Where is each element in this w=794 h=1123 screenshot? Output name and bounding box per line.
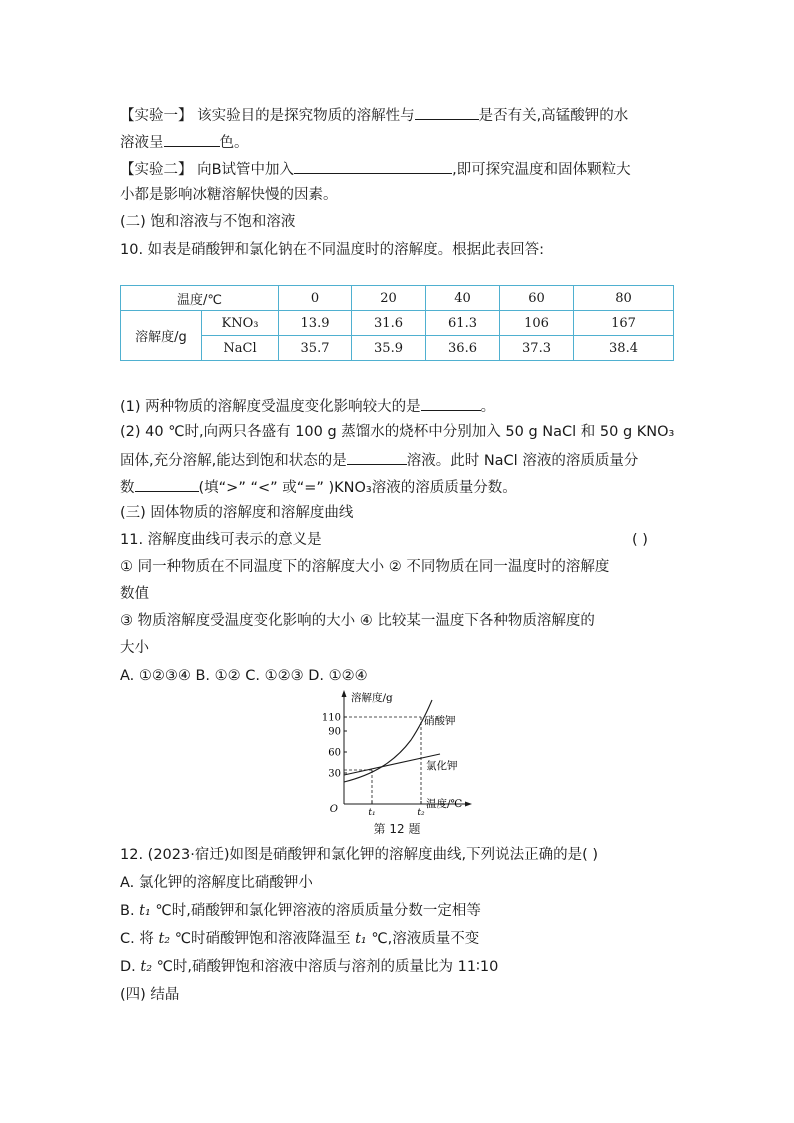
q11-stem: 11. 溶解度曲线可表示的意义是 <box>120 532 322 548</box>
series-label-kno3: 硝酸钾 <box>424 715 456 727</box>
table-header-row <box>121 286 674 311</box>
exp2-line1: 【实验二】 向B试管中加入 ,即可探究温度和固体颗粒大 <box>120 158 631 180</box>
solubility-label: 溶解度/g <box>121 311 202 361</box>
exp1-line2: 溶液呈 色。 <box>120 131 249 153</box>
figure-caption: 第 12 题 <box>373 822 421 836</box>
q10-stem: 10. 如表是硝酸钾和氯化钠在不同温度时的溶解度。根据此表回答: <box>120 242 545 258</box>
temp-cell: 20 <box>352 286 426 311</box>
y-tick-label: 60 <box>328 747 341 759</box>
table-cell: 35.9 <box>352 336 426 361</box>
substance-name: NaCl <box>202 336 279 361</box>
table-cell: 13.9 <box>279 311 352 336</box>
q10-part2-line1: (2) 40 ℃时,向两只各盛有 100 g 蒸馏水的烧杯中分别加入 50 g NaCl 和 50 g KNO₃ <box>120 424 675 440</box>
series-label-kcl: 氯化钾 <box>426 760 458 772</box>
solubility-curve-chart <box>316 688 476 818</box>
y-axis-label: 溶解度/g <box>351 692 393 704</box>
table-cell: 35.7 <box>279 336 352 361</box>
temp-cell: 0 <box>279 286 352 311</box>
table-cell: 37.3 <box>500 336 574 361</box>
substance-name: KNO₃ <box>202 311 279 336</box>
section-3-heading: (三) 固体物质的溶解度和溶解度曲线 <box>120 505 354 521</box>
y-tick-label: 90 <box>328 726 341 738</box>
q11-choices: A. ①②③④ B. ①② C. ①②③ D. ①②④ <box>120 668 368 684</box>
exp1-blank1[interactable] <box>415 104 479 120</box>
table-cell: 106 <box>500 311 574 336</box>
q12-option-b[interactable]: B. t₁ ℃时,硝酸钾和氯化钾溶液的溶质质量分数一定相等 <box>120 903 481 919</box>
x-tick-label: t₁ <box>368 808 376 818</box>
x-tick-label: t₂ <box>417 808 425 818</box>
q12-option-a[interactable]: A. 氯化钾的溶解度比硝酸钾小 <box>120 875 313 891</box>
x-axis-label: 温度/℃ <box>426 798 463 810</box>
q11-option-line1: ① 同一种物质在不同温度下的溶解度大小 ② 不同物质在同一温度时的溶解度 <box>120 559 610 575</box>
section-4-heading: (四) 结晶 <box>120 987 180 1003</box>
solubility-table <box>120 285 674 361</box>
q11-option-line1-cont: 数值 <box>120 586 149 602</box>
q10-blank3[interactable] <box>135 476 199 492</box>
exp1-line1: 【实验一】 该实验目的是探究物质的溶解性与 是否有关,高锰酸钾的水 <box>120 104 628 126</box>
temp-cell: 60 <box>500 286 574 311</box>
y-tick-label: 30 <box>328 768 341 780</box>
table-cell: 38.4 <box>574 336 674 361</box>
q12-option-d[interactable]: D. t₂ ℃时,硝酸钾饱和溶液中溶质与溶剂的质量比为 11∶10 <box>120 959 499 975</box>
exp1-tag: 【实验一】 <box>120 108 193 124</box>
table-cell: 31.6 <box>352 311 426 336</box>
q12-stem: 12. (2023·宿迁)如图是硝酸钾和氯化钾的溶解度曲线,下列说法正确的是( ) <box>120 847 599 863</box>
exp2-blank[interactable] <box>294 158 452 174</box>
q10-part1: (1) 两种物质的溶解度受温度变化影响较大的是 。 <box>120 395 495 417</box>
series-line-kno3 <box>344 700 432 782</box>
temp-cell: 40 <box>426 286 500 311</box>
q11-option-line2: ③ 物质溶解度受温度变化影响的大小 ④ 比较某一温度下各种物质溶解度的 <box>120 613 595 629</box>
section-2-heading: (二) 饱和溶液与不饱和溶液 <box>120 214 296 230</box>
table-cell: 167 <box>574 311 674 336</box>
y-tick-label: 110 <box>321 712 341 724</box>
exp2-line2: 小都是影响冰糖溶解快慢的因素。 <box>120 187 338 203</box>
table-row <box>121 311 674 336</box>
temp-header: 温度/℃ <box>121 286 279 311</box>
exp2-tag: 【实验二】 <box>120 162 193 178</box>
x-axis-arrow <box>465 802 472 807</box>
q10-part2-line3: 数 (填“>” “<” 或“=” )KNO₃溶液的溶质质量分数。 <box>120 476 517 498</box>
origin-label: O <box>329 804 338 815</box>
q12-option-c[interactable]: C. 将 t₂ ℃时硝酸钾饱和溶液降温至 t₁ ℃,溶液质量不变 <box>120 931 480 947</box>
table-cell: 61.3 <box>426 311 500 336</box>
q10-part2-line2: 固体,充分溶解,能达到饱和状态的是 溶液。此时 NaCl 溶液的溶质质量分 <box>120 449 638 471</box>
temp-cell: 80 <box>574 286 674 311</box>
q11-option-line2-cont: 大小 <box>120 640 149 656</box>
exp1-blank2[interactable] <box>164 131 220 147</box>
y-axis-arrow <box>342 690 347 697</box>
table-row <box>121 336 674 361</box>
table-cell: 36.6 <box>426 336 500 361</box>
q11-answer-paren[interactable]: ( ) <box>632 532 648 548</box>
q10-blank2[interactable] <box>347 449 407 465</box>
q10-blank1[interactable] <box>421 395 481 411</box>
